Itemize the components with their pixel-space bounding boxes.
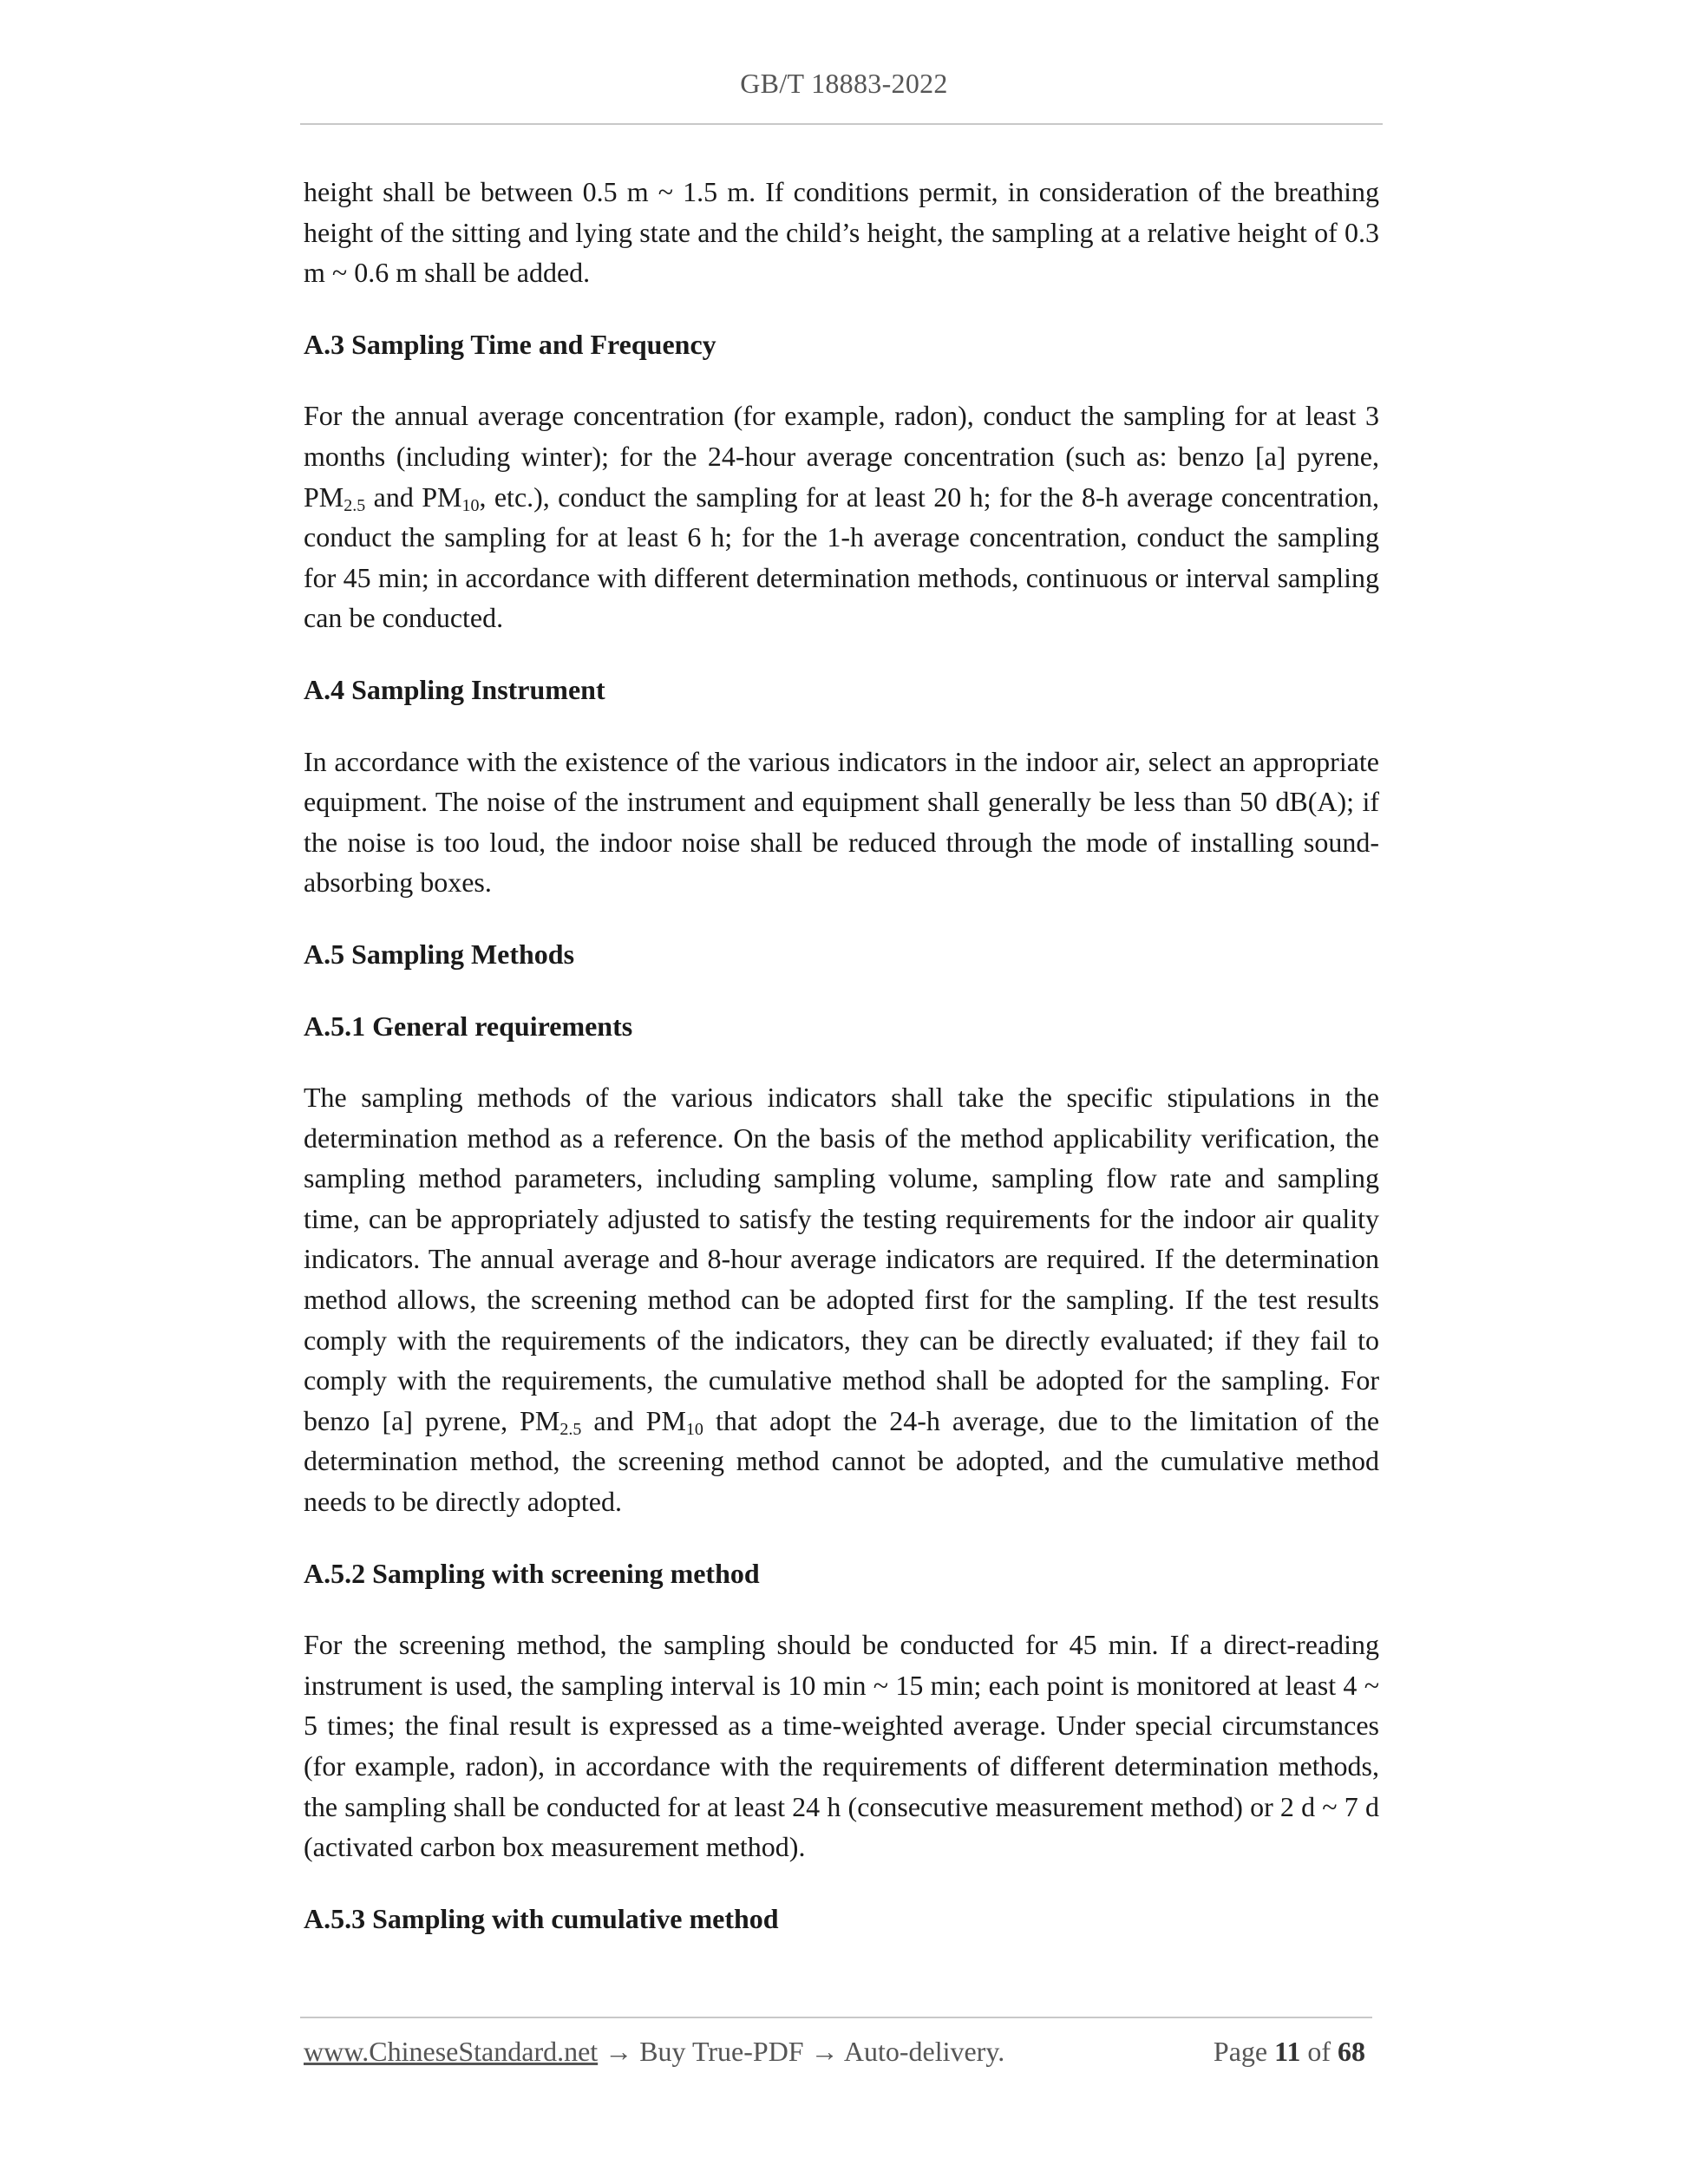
- heading-a52: A.5.2 Sampling with screening method: [304, 1557, 760, 1589]
- paragraph-a52: For the screening method, the sampling should be conducted for 45 min. If a direct-reading instrument is used, the sampling interval is 10 min ~ 15 min; each point is monitored at least 4 ~ 5 times; the final result is expressed as a time-weighted average. Under special circumstances (for example, radon), in accordance with the requirements of different determination methods, the sampling shall be conducted for at least 24 h (consecutive measurement method) or 2 d ~ 7 d (activated carbon box measurement method).: [304, 1629, 1379, 1863]
- heading-a53: A.5.3 Sampling with cumulative method: [304, 1902, 779, 1934]
- heading-a5: A.5 Sampling Methods: [304, 938, 575, 970]
- heading-a4: A.4 Sampling Instrument: [304, 673, 605, 705]
- footer-divider: [300, 2017, 1372, 2018]
- footer-left: [304, 2036, 1004, 2068]
- heading-a51: A.5.1 General requirements: [304, 1010, 633, 1042]
- paragraph-a51: The sampling methods of the various indicators shall take the specific stipulations in the determination method as a reference. On the basis of the method applicability verification, the sampling method parameters, including sampling volume, sampling flow rate and sampling time, can be appropriately adjusted to satisfy the testing requirements for the indoor air quality indicators. The annual average and 8-hour average indicators are required. If the determination method allows, the screening method can be adopted first for the sampling. If the test results comply with the requirements of the indicators, they can be directly evaluated; if they fail to comply with the requirements, the cumulative method shall be adopted for the sampling. For benzo [a] pyrene, $PM_{2.5}$ and $PM_{10}$ that adopt the 24-h average, due to the limitation of the determination method, the screening method cannot be adopted, and the cumulative method needs to be directly adopted.: [304, 1082, 1380, 1518]
- paragraph-continuation: height shall be between 0.5 m ~ 1.5 m. If conditions permit, in consideration of the breathing height of the sitting and lying state and the child’s height, the sampling at a relative height of 0.3 m ~ 0.6 m shall be added.: [304, 176, 1379, 289]
- page-header: GB/T 18883-2022: [740, 68, 948, 99]
- total-pages: 68: [1338, 2036, 1365, 2067]
- current-page: 11: [1274, 2036, 1301, 2067]
- page-number: Page 11 of 68: [1213, 2036, 1365, 2067]
- paragraph-a3: For the annual average concentration (for example, radon), conduct the sampling for at least 3 months (including winter); for the 24-hour average concentration (such as: benzo [a] pyrene, $PM_{2.5}$ and $PM_{10}$, etc.), conduct the sampling for at least 20 h; for the 8-h average concentration, conduct the sampling for at least 6 h; for the 1-h average concentration, conduct the sampling for 45 min; in accordance with different determination methods, continuous or interval sampling can be conducted.: [304, 400, 1380, 634]
- header-divider: [300, 123, 1383, 125]
- footer-buy-text: → Buy True-PDF: [598, 2036, 811, 2067]
- footer-delivery-text: → Auto-delivery.: [810, 2036, 1005, 2067]
- paragraph-a4: In accordance with the existence of the various indicators in the indoor air, select an appropriate equipment. The noise of the instrument and equipment shall generally be less than 50 dB(A); if the noise is too loud, the indoor noise shall be reduced through the mode of installing sound-absorbing boxes.: [304, 745, 1379, 899]
- document-body: [304, 172, 1379, 1939]
- heading-a3: A.3 Sampling Time and Frequency: [304, 328, 716, 360]
- chinesestandard-link[interactable]: www.ChineseStandard.net: [304, 2036, 599, 2067]
